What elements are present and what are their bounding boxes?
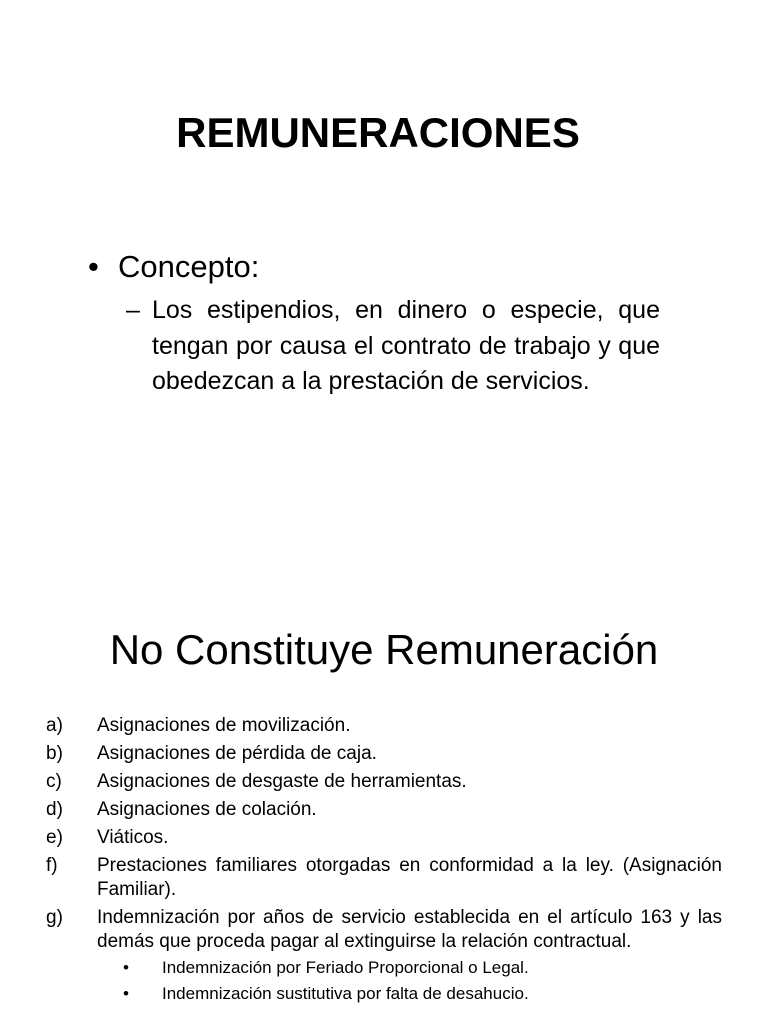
bullet-marker: • <box>88 249 99 284</box>
list-item <box>46 798 722 822</box>
nested-item-text: Indemnización por Feriado Proporcional o Legal. <box>162 958 529 977</box>
item-marker: a) <box>46 715 63 736</box>
item-marker: b) <box>46 743 63 764</box>
item-text: Asignaciones de movilización. <box>97 715 351 736</box>
list-item <box>46 826 722 850</box>
item-marker: f) <box>46 855 58 876</box>
nested-list-item <box>97 982 722 1006</box>
item-text: Indemnización por años de servicio establecida en el artículo 163 y las demás que proceda pagar al extinguirse la relación contractual. <box>97 907 722 952</box>
item-marker: d) <box>46 799 63 820</box>
slide-title: No Constituye Remuneración <box>109 626 659 673</box>
bullet-concepto <box>88 248 259 286</box>
list-item <box>46 854 722 902</box>
item-text: Viáticos. <box>97 827 169 848</box>
bullet-label: Concepto: <box>118 249 260 284</box>
slide-title: REMUNERACIONES <box>176 109 580 156</box>
exclusions-list <box>46 714 722 1010</box>
item-marker: e) <box>46 827 63 848</box>
slide-no-constituye <box>0 560 768 1024</box>
nested-list <box>97 956 722 1006</box>
item-text: Asignaciones de pérdida de caja. <box>97 743 377 764</box>
sub-bullet-definition <box>126 293 660 400</box>
dash-marker: – <box>126 296 140 324</box>
item-text: Prestaciones familiares otorgadas en conformidad a la ley. (Asignación Familiar). <box>97 855 722 900</box>
list-item <box>46 770 722 794</box>
definition-text: Los estipendios, en dinero o especie, que tengan por causa el contrato de trabajo y que obedezcan a la prestación de servicios. <box>152 296 660 395</box>
list-item <box>46 714 722 738</box>
item-marker: g) <box>46 907 63 928</box>
list-item <box>46 742 722 766</box>
nested-bullet: • <box>123 958 129 977</box>
item-marker: c) <box>46 771 62 792</box>
item-text: Asignaciones de desgaste de herramientas. <box>97 771 467 792</box>
item-text: Asignaciones de colación. <box>97 799 317 820</box>
list-item <box>46 906 722 1006</box>
nested-bullet: • <box>123 984 129 1003</box>
nested-item-text: Indemnización sustitutiva por falta de desahucio. <box>162 984 529 1003</box>
nested-list-item <box>97 956 722 980</box>
